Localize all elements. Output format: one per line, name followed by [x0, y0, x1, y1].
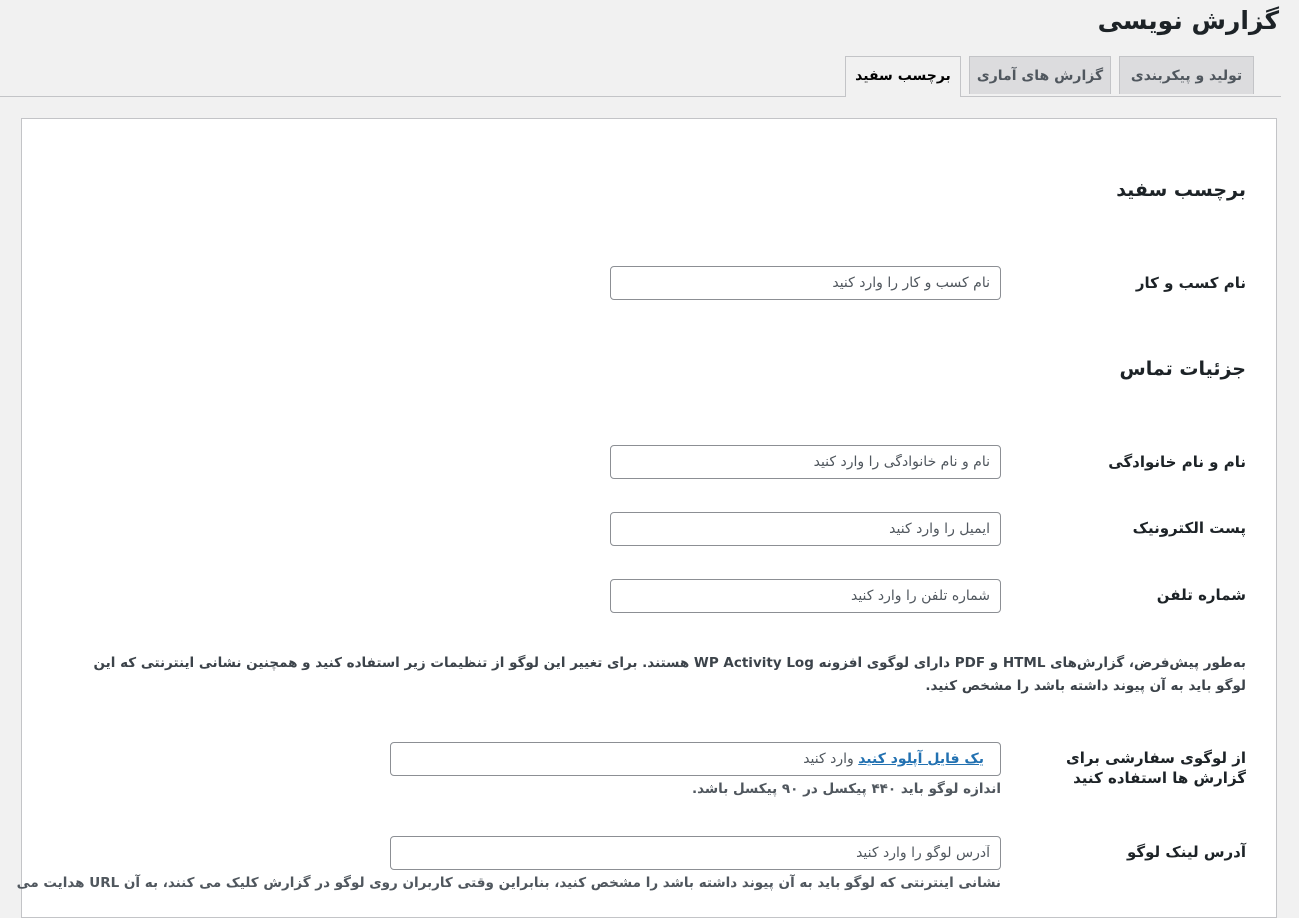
upload-file-link[interactable]: یک فایل آپلود کنید	[858, 751, 984, 767]
full-name-label: نام و نام خانوادگی	[1108, 453, 1246, 471]
logo-link-label: آدرس لینک لوگو	[1126, 843, 1246, 861]
full-name-input[interactable]	[610, 445, 1001, 479]
contact-details-heading: جزئیات تماس	[1119, 358, 1246, 380]
logo-link-hint: نشانی اینترنتی که لوگو باید به آن پیوند داشته باشد را مشخص کنید، بنابراین وقتی کاربران روی لوگو در گزارش کلیک می کنند، به آن URL هدایت می	[16, 875, 1001, 891]
phone-label: شماره تلفن	[1156, 586, 1246, 604]
upload-suffix-text: وارد کنید	[803, 751, 854, 767]
settings-panel	[16, 118, 1277, 918]
page-title: گزارش نویسی	[1097, 6, 1279, 35]
tab-white-label[interactable]: برچسب سفید	[845, 56, 961, 97]
logo-size-hint: اندازه لوگو باید ۴۴۰ پیکسل در ۹۰ پیکسل باشد.	[691, 781, 1001, 797]
logo-link-input[interactable]	[390, 836, 1001, 870]
phone-input[interactable]	[610, 579, 1001, 613]
logo-upload-field[interactable]	[390, 742, 1001, 776]
tab-generate-configure[interactable]: تولید و پیکربندی	[1119, 56, 1254, 94]
white-label-heading: برچسب سفید	[1116, 179, 1246, 201]
tab-statistical-reports[interactable]: گزارش های آماری	[969, 56, 1111, 94]
email-input[interactable]	[610, 512, 1001, 546]
tab-bar	[0, 56, 1281, 97]
custom-logo-label: از لوگوی سفارشی برای گزارش ها استفاده کنید	[1066, 749, 1246, 787]
email-label: پست الکترونیک	[1132, 519, 1246, 537]
logo-info-text: به‌طور پیش‌فرض، گزارش‌های HTML و PDF دارای لوگوی افزونه WP Activity Log هستند. برای تغییر این لوگو از تنظیمات زیر استفاده کنید و همچنین نشانی اینترنتی که این لوگو باید به آن پیوند داشته باشد را مشخص کنید.	[93, 655, 1246, 694]
business-name-label: نام کسب و کار	[1135, 274, 1246, 292]
business-name-input[interactable]	[610, 266, 1001, 300]
